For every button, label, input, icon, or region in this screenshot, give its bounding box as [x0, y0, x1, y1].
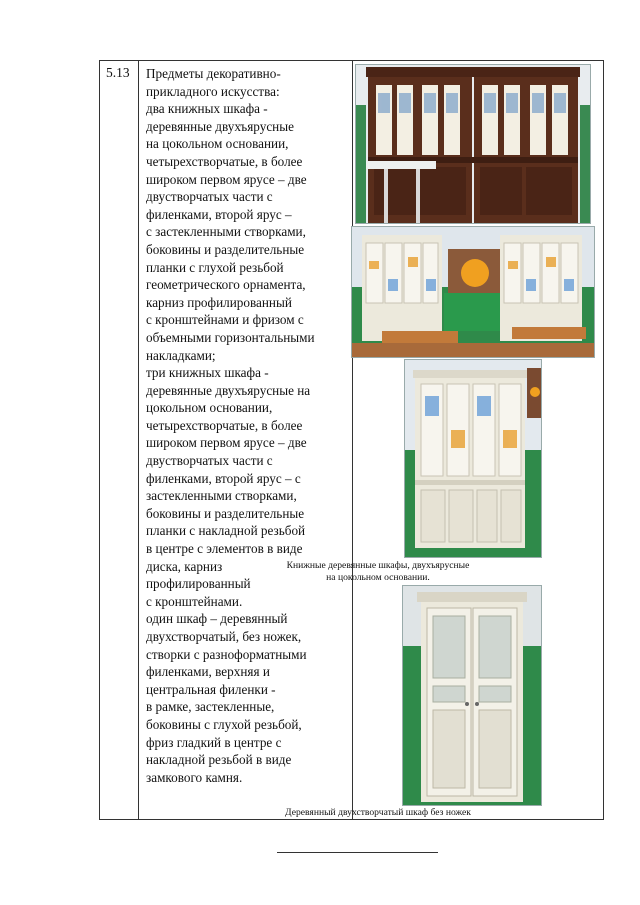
- description-line: геометрического орнамента,: [146, 277, 306, 293]
- description-line: застекленными створками,: [146, 488, 297, 504]
- description-line: с кронштейнами.: [146, 593, 243, 609]
- description-line: два книжных шкафа -: [146, 101, 268, 117]
- description-line: филенками, верхняя и: [146, 664, 270, 680]
- description-line: филенками, второй ярус –: [146, 206, 292, 222]
- column-divider: [138, 61, 139, 819]
- photo-white-bookcase: [404, 359, 542, 558]
- caption-line: на цокольном основании.: [326, 571, 430, 583]
- row-number: 5.13: [106, 65, 130, 80]
- description-line: в центре с элементов в виде: [146, 541, 303, 557]
- description-line: двухстворчатый, без ножек,: [146, 629, 302, 644]
- description-line: карниз профилированный: [146, 294, 292, 310]
- description-line: накладной резьбой в виде: [146, 752, 292, 768]
- description-line: боковины и разделительные: [146, 505, 305, 521]
- description-line: четырехстворчатые, в более: [146, 153, 303, 169]
- caption-single-cabinet: [258, 807, 498, 819]
- row-description: [146, 65, 352, 786]
- description-line: широком первом ярусе – две: [146, 435, 307, 451]
- description-line: филенками, второй ярус – с: [146, 470, 301, 486]
- description-line: створки с разноформатными: [146, 646, 307, 662]
- description-line: боковины и разделительные: [146, 241, 305, 257]
- description-line: профилированный: [146, 576, 251, 592]
- description-line: в рамке, застекленные,: [146, 699, 275, 715]
- description-line: боковины с глухой резьбой,: [146, 716, 302, 732]
- description-line: накладками;: [146, 347, 216, 363]
- column-divider: [352, 61, 353, 819]
- caption-line: Деревянный двухстворчатый шкаф без ножек: [285, 807, 471, 818]
- footnote-separator: [277, 852, 438, 853]
- description-line: цокольном основании,: [146, 400, 273, 416]
- description-line: фриз гладкий в центре с: [146, 734, 282, 750]
- description-line: двустворчатых части с: [146, 453, 273, 469]
- description-line: три книжных шкафа -: [146, 365, 269, 381]
- photo-two-door-cabinet: [402, 585, 542, 806]
- description-line: деревянные двухъярусные: [146, 118, 294, 134]
- description-line: прикладного искусства:: [146, 83, 280, 99]
- description-line: двустворчатых части с: [146, 189, 273, 205]
- description-line: с кронштейнами и фризом с: [146, 312, 304, 328]
- description-line: планки с накладной резьбой: [146, 523, 306, 539]
- description-line: объемными горизонтальными: [146, 329, 315, 345]
- caption-bookcases: [258, 560, 498, 583]
- description-line: Предметы декоративно-: [146, 66, 281, 81]
- description-line: один шкаф – деревянный: [146, 611, 288, 627]
- description-line: четырехстворчатые, в более: [146, 417, 303, 433]
- description-line: замкового камня.: [146, 769, 243, 785]
- description-line: деревянные двухъярусные на: [146, 382, 311, 398]
- photo-white-bookcases-pair: [351, 226, 595, 358]
- description-line: центральная филенки -: [146, 681, 276, 697]
- description-line: планки с глухой резьбой: [146, 259, 284, 275]
- description-line: широком первом ярусе – две: [146, 171, 307, 187]
- description-line: с застекленными створками,: [146, 224, 306, 240]
- caption-line: Книжные деревянные шкафы, двухъярусные: [286, 560, 470, 571]
- description-line: на цокольном основании,: [146, 136, 289, 152]
- description-line: диска, карниз: [146, 558, 223, 574]
- photo-dark-bookcases: [355, 64, 591, 224]
